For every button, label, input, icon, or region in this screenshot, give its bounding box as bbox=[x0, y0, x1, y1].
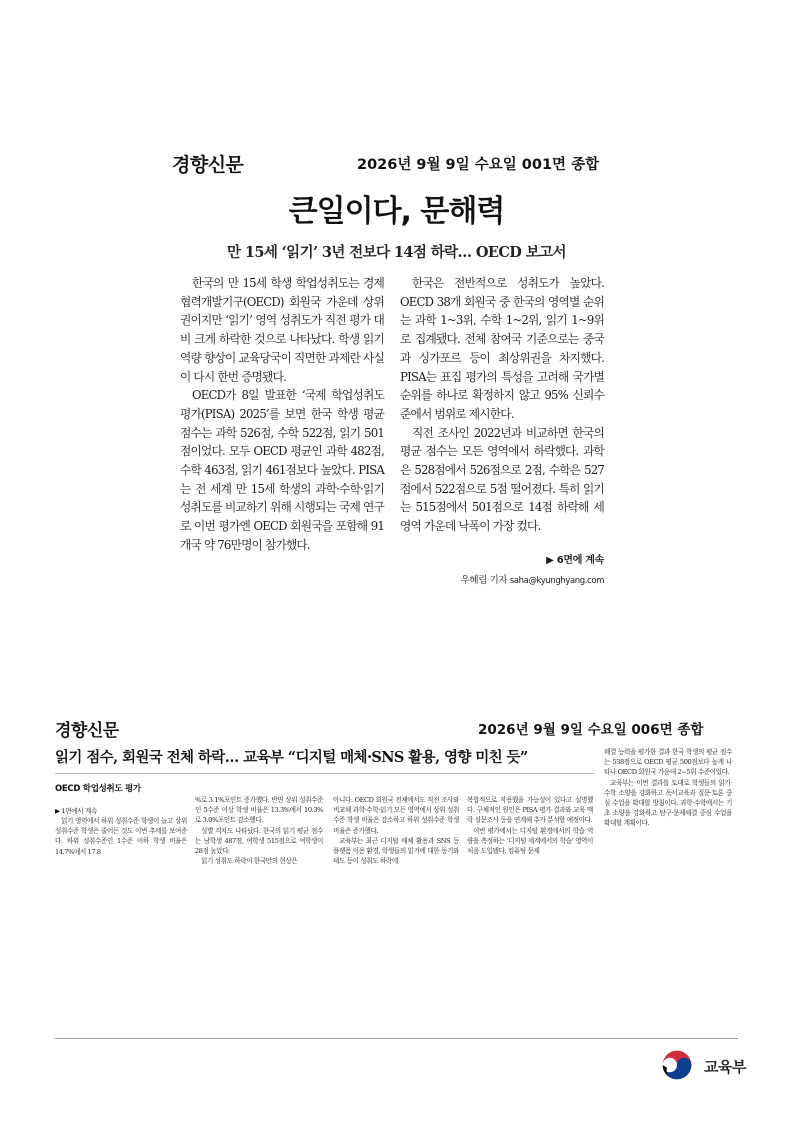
paragraph: 교육부는 최근 디지털 매체 활용과 SNS 등 플랫폼 이용 환경, 학생들의 읽기에 대한 동기와 태도 등이 성취도 하락에 bbox=[333, 836, 459, 866]
paragraph: 이번 평가에서는 디지털 환경에서의 학습 역량을 측정하는 ‘디지털 세계에서의 학습’ 영역이 처음 도입됐다. 컴퓨팅 문제 bbox=[467, 826, 593, 856]
date-line-page1: 2026년 9월 9일 수요일 001면 종합 bbox=[357, 157, 600, 173]
continued-note: ▶ 6면에 계속 bbox=[546, 555, 604, 566]
paragraph: OECD가 8일 발표한 ‘국제 학업성취도 평가(PISA) 2025’를 보면 한국 학생 평균 점수는 과학 526점, 수학 522점, 읽기 501점이었다. 모두 OECD 평균인 과학 482점, 수학 463점, 읽기 461점보다 높았다. PISA는 전 세계 만 15세 학생의 과학·수학·읽기 성취도를 비교하기 위해 시행되는 국제 연구로 이번 평가엔 OECD 회원국을 포함해 91개국 약 76만명이 참가했다. bbox=[180, 388, 384, 552]
paragraph: 복합적으로 작용했을 가능성이 있다고 설명했다. 구체적인 원인은 PISA 평가 결과와 교육 맥락 설문조사 등을 연계해 추가 분석할 예정이다. bbox=[467, 796, 593, 825]
paragraph: 읽기 영역에서 하위 성취수준 학생이 늘고 상위 성취수준 학생은 줄어든 것도 이번 추세를 보여준다. 하위 성취수준인 1수준 이하 학생 비율은 14.7%에서 17.8 bbox=[55, 817, 187, 856]
taegeuk-logo-icon bbox=[659, 1047, 695, 1083]
masthead-page1: 경향신문 bbox=[172, 154, 244, 176]
divider bbox=[55, 773, 595, 774]
paragraph: %로 3.1%포인트 증가했다. 반면 상위 성취수준인 5수준 이상 학생 비율은 13.3%에서 10.3%로 3.0%포인트 감소했다. bbox=[195, 796, 323, 825]
continued-from-note: ▶ 1면에서 계속 bbox=[55, 807, 97, 815]
paragraph: 아니다. OECD 회원국 전체에서도 직전 조사와 비교해 과학·수학·읽기 모든 영역에서 상위 성취수준 학생 비율은 감소하고 하위 성취수준 학생 비율은 증가했다. bbox=[333, 796, 459, 835]
byline bbox=[461, 572, 604, 586]
paragraph: 성별 격차도 나타났다. 한국의 읽기 평균 점수는 남학생 487점, 여학생 515점으로 여학생이 28점 높았다. bbox=[195, 826, 323, 856]
subheadline: 만 15세 ‘읽기’ 3년 전보다 14점 하락… OECD 보고서 bbox=[227, 244, 566, 261]
paragraph: 해결 능력을 평가한 결과 한국 학생의 평균 점수는 538점으로 OECD 평균 500점보다 높게 나타나 OECD 회원국 가운데 2~5위 수준이었다. bbox=[604, 748, 732, 777]
masthead-page2: 경향신문 bbox=[55, 721, 119, 741]
article-column-d bbox=[467, 795, 593, 856]
section-label: OECD 학업성취도 평가 bbox=[55, 784, 141, 794]
paragraph: 교육부는 이번 결과를 토대로 학생들의 읽기·수학 소양을 강화하고 독서교육과 질문·토론 중심 수업을 확대할 방침이다. 과학·수학에서는 기초 소양을 강화하고 탐구·문제해결 중심 수업을 확대할 계획이다. bbox=[604, 778, 732, 828]
main-headline: 큰일이다, 문해력 bbox=[288, 194, 505, 229]
headline-page2: 읽기 점수, 회원국 전체 하락… 교육부 “디지털 매체·SNS 활용, 영향 미친 듯” bbox=[55, 749, 528, 766]
reporter-name: 우혜림 기자 bbox=[460, 575, 508, 586]
article-column-c bbox=[333, 795, 459, 866]
article-column-b bbox=[195, 795, 323, 866]
paragraph: 읽기 성취도 하락이 한국만의 현상은 bbox=[201, 857, 298, 866]
footer-divider bbox=[55, 1038, 738, 1039]
paragraph: 한국은 전반적으로 성취도가 높았다. OECD 38개 회원국 중 한국의 영역별 순위는 과학 1~3위, 수학 1~2위, 읽기 1~9위로 집계됐다. 전체 참여국 기준으로는 중국과 싱가포르 등이 최상위권을 차지했다. PISA는 표집 평가의 특성을 고려해 국가별 순위를 하나로 확정하지 않고 95% 신뢰수준에서 범위로 제시한다. bbox=[400, 276, 604, 421]
article-column-e bbox=[604, 747, 732, 829]
paragraph: 한국의 만 15세 학생 학업성취도는 경제협력개발기구(OECD) 회원국 가운데 상위권이지만 ‘읽기’ 영역 성취도가 직전 평가 대비 크게 하락한 것으로 나타났다. 학생 읽기 역량 향상이 교육당국이 직면한 과제란 사실이 다시 한번 증명됐다. bbox=[180, 276, 384, 384]
ministry-name: 교육부 bbox=[704, 1058, 746, 1076]
reporter-email: saha@kyunghyang.com bbox=[509, 576, 604, 586]
paragraph: 직전 조사인 2022년과 비교하면 한국의 평균 점수는 모든 영역에서 하락했다. 과학은 528점에서 526점으로 2점, 수학은 527점에서 522점으로 5점 떨어졌다. 특히 읽기는 515점에서 501점으로 14점 하락해 세 영역 가운데 낙폭이 가장 컸다. bbox=[400, 425, 604, 534]
article-column-a bbox=[55, 816, 187, 857]
article-column-1 bbox=[180, 274, 384, 555]
article-column-2 bbox=[400, 274, 604, 536]
date-line-page2: 2026년 9월 9일 수요일 006면 종합 bbox=[478, 722, 704, 738]
